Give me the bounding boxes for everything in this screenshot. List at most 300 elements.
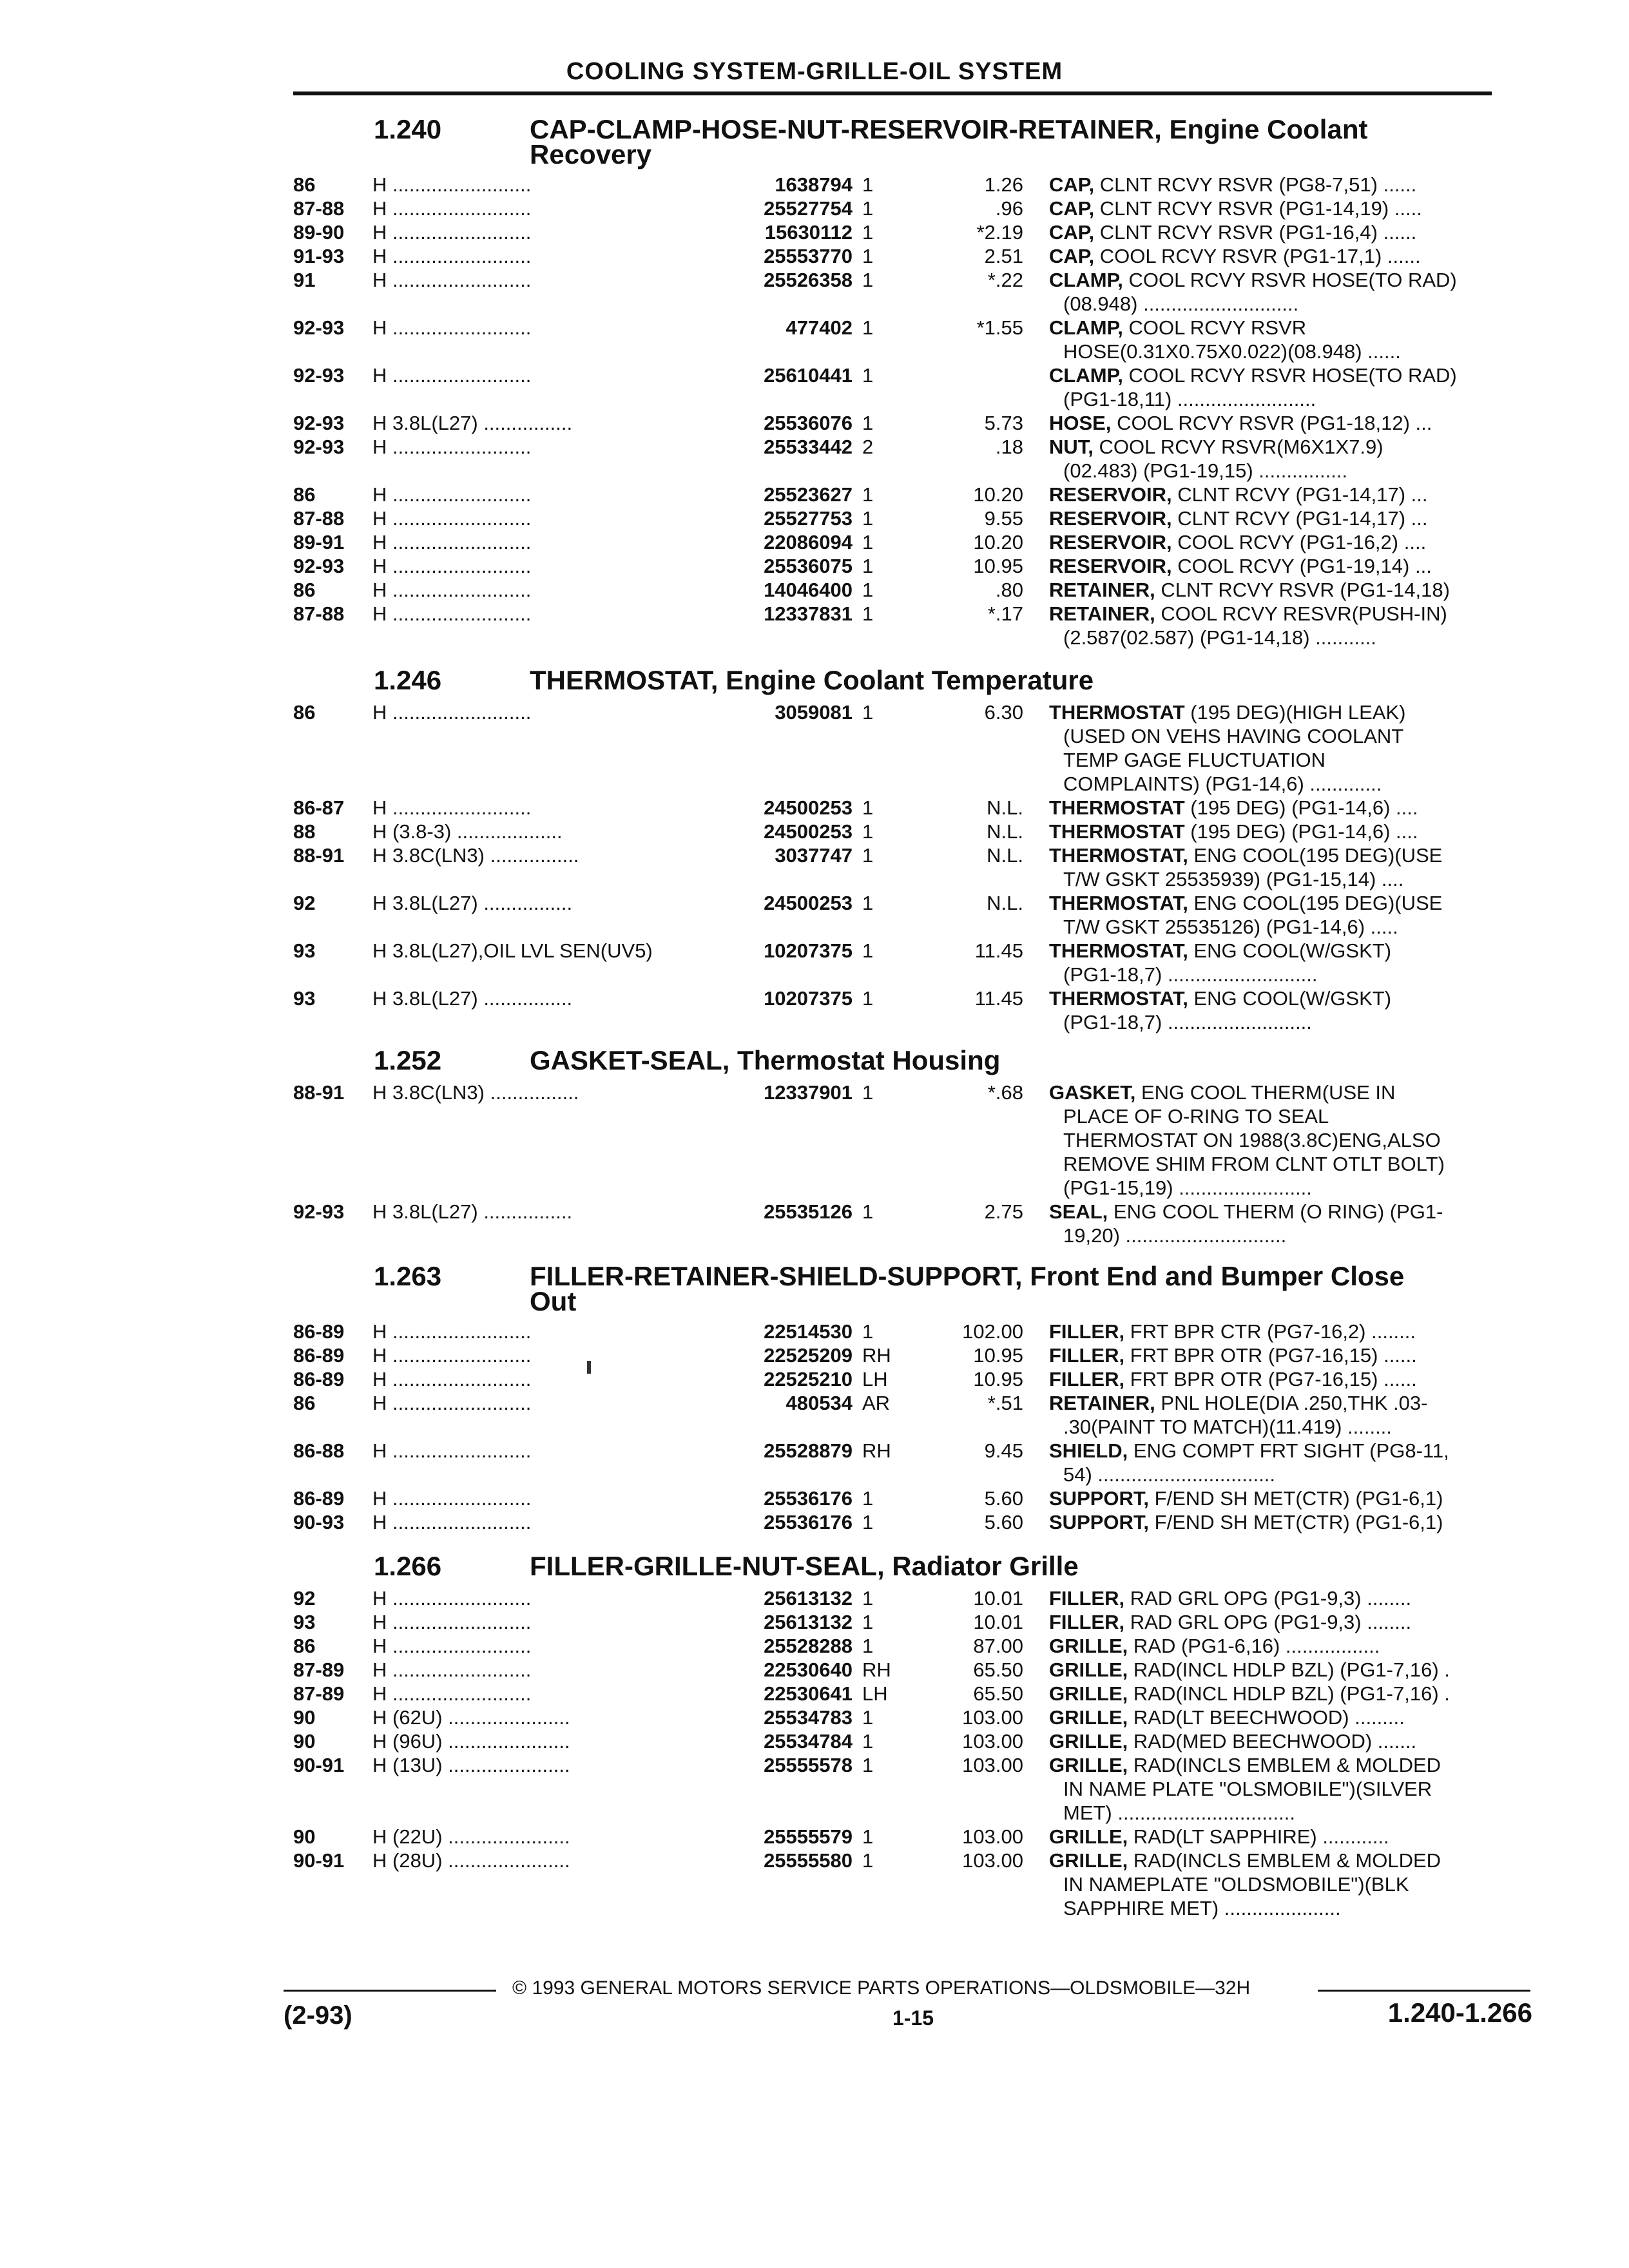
quantity-cell: 1: [862, 245, 874, 267]
quantity-cell: RH: [862, 1344, 891, 1367]
part-number-cell: 25526358: [764, 269, 853, 291]
part-number-cell: 25533442: [764, 436, 853, 458]
application-cell: H .........................: [372, 1368, 532, 1390]
description-text: CLNT RCVY RSVR (PG1-14,19) .....: [1099, 197, 1422, 220]
price-cell: *.51: [987, 1392, 1023, 1414]
price-cell: *.17: [987, 602, 1023, 625]
quantity-cell: 1: [862, 602, 874, 625]
part-number-cell: 22525210: [764, 1368, 853, 1390]
part-name: SUPPORT,: [1049, 1487, 1150, 1510]
application-cell: H 3.8C(LN3) ................: [372, 844, 579, 867]
model-year-cell: 92-93: [293, 1200, 345, 1223]
description-line: [1049, 268, 1513, 292]
description-line: [1049, 244, 1513, 268]
description-line: [1049, 1486, 1513, 1510]
part-number-cell: 25555580: [764, 1849, 853, 1872]
description-line: [1049, 506, 1513, 530]
quantity-cell: 1: [862, 987, 874, 1010]
part-name: THERMOSTAT: [1049, 796, 1185, 819]
part-number-cell: 25553770: [764, 245, 853, 267]
description-text: ENG COOL THERM(USE IN: [1141, 1081, 1396, 1104]
part-name: RETAINER,: [1049, 1392, 1155, 1414]
application-cell: H .........................: [372, 1439, 532, 1462]
table-row: [0, 173, 1629, 197]
application-cell: H .........................: [372, 436, 532, 458]
part-name: CAP,: [1049, 173, 1095, 196]
part-name: GRILLE,: [1049, 1706, 1128, 1729]
model-year-cell: 91: [293, 269, 316, 291]
description-text: COOL RCVY RSVR: [1128, 316, 1307, 339]
table-row: [0, 1706, 1629, 1729]
section-title-line: CAP-CLAMP-HOSE-NUT-RESERVOIR-RETAINER, Engine Coolant: [530, 114, 1368, 144]
price-cell: *.22: [987, 269, 1023, 291]
part-number-cell: 25536176: [764, 1487, 853, 1510]
description-line: [1049, 1510, 1513, 1534]
quantity-cell: 1: [862, 1081, 874, 1104]
table-row: [0, 602, 1629, 649]
quantity-cell: 2: [862, 436, 874, 458]
description-line: [1049, 1081, 1513, 1104]
quantity-cell: 1: [862, 844, 874, 867]
part-number-cell: 22086094: [764, 531, 853, 553]
table-row: [0, 891, 1629, 939]
description-cell: [1049, 578, 1513, 602]
price-cell: 9.55: [984, 507, 1023, 530]
table-row: [0, 220, 1629, 244]
model-year-cell: 90-91: [293, 1754, 345, 1776]
model-year-cell: 90-91: [293, 1849, 345, 1872]
description-line: [1049, 1320, 1513, 1343]
part-name: GRILLE,: [1049, 1682, 1128, 1705]
price-cell: 10.95: [973, 1368, 1023, 1390]
description-text: ENG COOL(195 DEG)(USE: [1193, 844, 1443, 867]
application-cell: H .........................: [372, 1344, 532, 1367]
description-line: [1049, 1706, 1513, 1729]
table-row: [0, 1729, 1629, 1753]
description-line: [1049, 1682, 1513, 1706]
quantity-cell: RH: [862, 1658, 891, 1681]
description-cell: [1049, 1586, 1513, 1610]
description-cell: [1049, 530, 1513, 554]
description-cell: [1049, 1825, 1513, 1849]
description-line: [1049, 1343, 1513, 1367]
price-cell: 10.01: [973, 1611, 1023, 1633]
part-name: RETAINER,: [1049, 602, 1155, 625]
part-name: NUT,: [1049, 436, 1094, 458]
description-cell: [1049, 891, 1513, 939]
page-header-title: COOLING SYSTEM-GRILLE-OIL SYSTEM: [566, 58, 1063, 85]
section-title: [530, 1553, 1509, 1580]
quantity-cell: 1: [862, 1754, 874, 1776]
description-text: RAD(INCL HDLP BZL) (PG1-7,16) .: [1133, 1658, 1450, 1681]
section-title: [530, 667, 1509, 694]
table-row: [0, 820, 1629, 843]
description-cell: [1049, 1367, 1513, 1391]
description-line: THERMOSTAT ON 1988(3.8C)ENG,ALSO: [1063, 1129, 1441, 1151]
model-year-cell: 89-90: [293, 221, 345, 244]
part-name: RESERVOIR,: [1049, 483, 1172, 506]
description-line: [1049, 483, 1513, 506]
application-cell: H .........................: [372, 531, 532, 553]
part-name: CLAMP,: [1049, 316, 1123, 339]
description-text: COOL RCVY RSVR HOSE(TO RAD): [1128, 364, 1457, 387]
header-rule: [293, 91, 1492, 95]
section-number: 1.240: [374, 114, 442, 144]
description-line: [1049, 435, 1513, 459]
price-cell: 103.00: [962, 1730, 1023, 1753]
application-cell: H .........................: [372, 602, 532, 625]
application-cell: H .........................: [372, 173, 532, 196]
footer-date: (2-93): [284, 2001, 352, 2030]
application-cell: H .........................: [372, 507, 532, 530]
part-number-cell: 25534784: [764, 1730, 853, 1753]
part-name: FILLER,: [1049, 1611, 1125, 1633]
price-cell: 65.50: [973, 1658, 1023, 1681]
application-cell: H .........................: [372, 701, 532, 724]
application-cell: H 3.8C(LN3) ................: [372, 1081, 579, 1104]
description-text: F/END SH MET(CTR) (PG1-6,1): [1154, 1511, 1443, 1533]
model-year-cell: 89-91: [293, 531, 345, 553]
application-cell: H .........................: [372, 1682, 532, 1705]
description-line: (2.587(02.587) (PG1-14,18) ...........: [1063, 626, 1376, 649]
description-line: PLACE OF O-RING TO SEAL: [1063, 1105, 1329, 1128]
model-year-cell: 92: [293, 1587, 316, 1610]
table-row: [0, 578, 1629, 602]
description-line: .30(PAINT TO MATCH)(11.419) ........: [1063, 1416, 1392, 1438]
table-row: [0, 1391, 1629, 1439]
description-text: RAD(INCL HDLP BZL) (PG1-7,16) .: [1133, 1682, 1450, 1705]
description-line: T/W GSKT 25535939) (PG1-15,14) ....: [1063, 868, 1404, 890]
description-text: COOL RCVY (PG1-16,2) ....: [1177, 531, 1427, 553]
model-year-cell: 86: [293, 173, 316, 196]
quantity-cell: 1: [862, 316, 874, 339]
description-cell: [1049, 1439, 1513, 1486]
part-name: GRILLE,: [1049, 1825, 1128, 1848]
description-text: RAD(INCLS EMBLEM & MOLDED: [1133, 1849, 1441, 1872]
description-line: [1049, 1729, 1513, 1753]
description-line: [1049, 1200, 1513, 1224]
model-year-cell: 87-88: [293, 602, 345, 625]
model-year-cell: 90: [293, 1706, 316, 1729]
price-cell: 10.95: [973, 555, 1023, 577]
price-cell: 11.45: [974, 939, 1023, 962]
part-name: THERMOSTAT: [1049, 701, 1185, 724]
part-number-cell: 22530641: [764, 1682, 853, 1705]
quantity-cell: 1: [862, 1730, 874, 1753]
application-cell: H .........................: [372, 1587, 532, 1610]
description-cell: [1049, 220, 1513, 244]
model-year-cell: 86: [293, 701, 316, 724]
table-row: [0, 1658, 1629, 1682]
description-line: [1049, 986, 1513, 1010]
part-number-cell: 22514530: [764, 1320, 853, 1343]
price-cell: N.L.: [987, 844, 1023, 867]
description-line: [1049, 363, 1513, 387]
description-cell: [1049, 1682, 1513, 1706]
table-row: [0, 1081, 1629, 1200]
model-year-cell: 86-87: [293, 796, 345, 819]
price-cell: .18: [995, 436, 1023, 458]
description-line: (08.948) ............................: [1063, 293, 1299, 315]
description-line: 19,20) .............................: [1063, 1224, 1287, 1247]
description-line: [1049, 530, 1513, 554]
part-name: RETAINER,: [1049, 579, 1155, 601]
table-row: [0, 843, 1629, 891]
description-cell: [1049, 986, 1513, 1034]
footer-rule-left: [284, 1990, 496, 1992]
quantity-cell: 1: [862, 939, 874, 962]
application-cell: H (28U) ......................: [372, 1849, 570, 1872]
description-text: CLNT RCVY RSVR (PG8-7,51) ......: [1099, 173, 1417, 196]
description-line: [1049, 796, 1513, 820]
quantity-cell: 1: [862, 364, 874, 387]
part-name: FILLER,: [1049, 1320, 1125, 1343]
description-cell: [1049, 244, 1513, 268]
model-year-cell: 92: [293, 892, 316, 914]
description-cell: [1049, 554, 1513, 578]
table-row: [0, 483, 1629, 506]
table-row: [0, 1486, 1629, 1510]
description-text: COOL RCVY RSVR(M6X1X7.9): [1099, 436, 1383, 458]
part-name: SHIELD,: [1049, 1439, 1128, 1462]
description-cell: [1049, 1081, 1513, 1200]
application-cell: H 3.8L(L27) ................: [372, 412, 573, 434]
description-text: ENG COOL(195 DEG)(USE: [1193, 892, 1443, 914]
model-year-cell: 93: [293, 987, 316, 1010]
model-year-cell: 86-89: [293, 1344, 345, 1367]
description-text: RAD(LT SAPPHIRE) ............: [1133, 1825, 1389, 1848]
description-line: [1049, 939, 1513, 963]
application-cell: H (22U) ......................: [372, 1825, 570, 1848]
part-number-cell: 24500253: [764, 796, 853, 819]
quantity-cell: 1: [862, 531, 874, 553]
section-title-line: Recovery: [530, 139, 652, 169]
section-title-line: FILLER-RETAINER-SHIELD-SUPPORT, Front End and Bumper Close: [530, 1261, 1405, 1291]
description-cell: [1049, 820, 1513, 843]
price-cell: 2.51: [984, 245, 1023, 267]
model-year-cell: 87-88: [293, 197, 345, 220]
description-line: [1049, 1586, 1513, 1610]
section-number: 1.266: [374, 1551, 442, 1581]
part-number-cell: 25523627: [764, 483, 853, 506]
price-cell: 103.00: [962, 1706, 1023, 1729]
description-cell: [1049, 1200, 1513, 1247]
section-title-line: Out: [530, 1286, 577, 1316]
section-title-line: THERMOSTAT, Engine Coolant Temperature: [530, 665, 1094, 695]
quantity-cell: RH: [862, 1439, 891, 1462]
part-number-cell: 25528879: [764, 1439, 853, 1462]
quantity-cell: 1: [862, 1587, 874, 1610]
description-line: [1049, 1439, 1513, 1463]
part-name: THERMOSTAT: [1049, 820, 1185, 843]
section-title: [530, 114, 1509, 169]
price-cell: 102.00: [962, 1320, 1023, 1343]
description-line: [1049, 602, 1513, 626]
description-cell: [1049, 435, 1513, 483]
description-cell: [1049, 506, 1513, 530]
model-year-cell: 92-93: [293, 412, 345, 434]
price-cell: N.L.: [987, 892, 1023, 914]
part-number-cell: 25535126: [764, 1200, 853, 1223]
application-cell: H .........................: [372, 1320, 532, 1343]
description-line: IN NAMEPLATE "OLDSMOBILE")(BLK: [1063, 1873, 1409, 1896]
application-cell: H 3.8L(L27) ................: [372, 1200, 573, 1223]
description-text: ENG COOL(W/GSKT): [1193, 987, 1392, 1010]
model-year-cell: 86-89: [293, 1320, 345, 1343]
part-number-cell: 477402: [786, 316, 853, 339]
description-line: MET) ................................: [1063, 1802, 1295, 1824]
description-text: PNL HOLE(DIA .250,THK .03-: [1161, 1392, 1428, 1414]
quantity-cell: LH: [862, 1368, 888, 1390]
table-row: [0, 506, 1629, 530]
price-cell: 65.50: [973, 1682, 1023, 1705]
price-cell: 11.45: [974, 987, 1023, 1010]
quantity-cell: 1: [862, 221, 874, 244]
table-row: [0, 986, 1629, 1034]
price-cell: 10.95: [973, 1344, 1023, 1367]
price-cell: 87.00: [973, 1635, 1023, 1657]
part-name: GASKET,: [1049, 1081, 1136, 1104]
quantity-cell: 1: [862, 892, 874, 914]
model-year-cell: 87-89: [293, 1658, 345, 1681]
table-row: [0, 796, 1629, 820]
price-cell: N.L.: [987, 796, 1023, 819]
description-text: ENG COMPT FRT SIGHT (PG8-11,: [1133, 1439, 1449, 1462]
application-cell: H 3.8L(L27) ................: [372, 892, 573, 914]
model-year-cell: 86: [293, 1392, 316, 1414]
description-line: [1049, 1825, 1513, 1849]
model-year-cell: 93: [293, 1611, 316, 1633]
description-cell: [1049, 1706, 1513, 1729]
part-number-cell: 25534783: [764, 1706, 853, 1729]
description-text: RAD(LT BEECHWOOD) .........: [1133, 1706, 1405, 1729]
application-cell: H 3.8L(L27),OIL LVL SEN(UV5): [372, 939, 653, 962]
part-name: FILLER,: [1049, 1587, 1125, 1610]
description-text: (195 DEG)(HIGH LEAK): [1190, 701, 1406, 724]
description-line: (PG1-15,19) ........................: [1063, 1177, 1312, 1199]
description-cell: [1049, 411, 1513, 435]
description-line: [1049, 843, 1513, 867]
description-cell: [1049, 700, 1513, 796]
price-cell: 10.20: [973, 483, 1023, 506]
price-cell: .80: [995, 579, 1023, 601]
application-cell: H .........................: [372, 1635, 532, 1657]
part-name: RESERVOIR,: [1049, 507, 1172, 530]
part-number-cell: 25613132: [764, 1587, 853, 1610]
price-cell: 10.20: [973, 531, 1023, 553]
part-name: GRILLE,: [1049, 1635, 1128, 1657]
table-row: [0, 1510, 1629, 1534]
quantity-cell: 1: [862, 1635, 874, 1657]
section-number: 1.263: [374, 1261, 442, 1291]
part-name: CLAMP,: [1049, 269, 1123, 291]
part-name: FILLER,: [1049, 1368, 1125, 1390]
quantity-cell: 1: [862, 197, 874, 220]
part-number-cell: 10207375: [764, 987, 853, 1010]
quantity-cell: 1: [862, 507, 874, 530]
application-cell: H .........................: [372, 316, 532, 339]
part-number-cell: 24500253: [764, 892, 853, 914]
description-cell: [1049, 268, 1513, 316]
quantity-cell: 1: [862, 1706, 874, 1729]
part-number-cell: 10207375: [764, 939, 853, 962]
model-year-cell: 86: [293, 1635, 316, 1657]
section-title: [530, 1047, 1509, 1074]
table-row: [0, 1320, 1629, 1343]
part-number-cell: 22525209: [764, 1344, 853, 1367]
application-cell: H .........................: [372, 579, 532, 601]
description-line: T/W GSKT 25535126) (PG1-14,6) .....: [1063, 916, 1398, 938]
description-cell: [1049, 483, 1513, 506]
footer-range: 1.240-1.266: [1387, 1997, 1532, 2028]
description-text: ENG COOL(W/GSKT): [1193, 939, 1392, 962]
description-text: RAD (PG1-6,16) .................: [1133, 1635, 1380, 1657]
price-cell: 5.73: [984, 412, 1023, 434]
quantity-cell: 1: [862, 1849, 874, 1872]
part-name: GRILLE,: [1049, 1849, 1128, 1872]
quantity-cell: 1: [862, 579, 874, 601]
price-cell: .96: [995, 197, 1023, 220]
application-cell: H (3.8-3) ...................: [372, 820, 563, 843]
price-cell: 1.26: [984, 173, 1023, 196]
part-name: FILLER,: [1049, 1344, 1125, 1367]
application-cell: H .........................: [372, 245, 532, 267]
quantity-cell: AR: [862, 1392, 891, 1414]
description-text: FRT BPR OTR (PG7-16,15) ......: [1130, 1344, 1417, 1367]
part-number-cell: 25528288: [764, 1635, 853, 1657]
part-number-cell: 24500253: [764, 820, 853, 843]
model-year-cell: 92-93: [293, 555, 345, 577]
part-name: CAP,: [1049, 245, 1095, 267]
model-year-cell: 92-93: [293, 364, 345, 387]
application-cell: H .........................: [372, 1511, 532, 1533]
description-cell: [1049, 1849, 1513, 1920]
part-number-cell: 12337831: [764, 602, 853, 625]
price-cell: 5.60: [984, 1511, 1023, 1533]
application-cell: H .........................: [372, 364, 532, 387]
model-year-cell: 92-93: [293, 436, 345, 458]
quantity-cell: 1: [862, 269, 874, 291]
part-number-cell: 25536176: [764, 1511, 853, 1533]
description-line: (02.483) (PG1-19,15) ................: [1063, 459, 1348, 482]
part-number-cell: 25555578: [764, 1754, 853, 1776]
footer-rule-right: [1318, 1990, 1530, 1992]
section-title-line: FILLER-GRILLE-NUT-SEAL, Radiator Grille: [530, 1551, 1079, 1581]
application-cell: H 3.8L(L27) ................: [372, 987, 573, 1010]
part-number-cell: 480534: [786, 1392, 853, 1414]
copyright-text: © 1993 GENERAL MOTORS SERVICE PARTS OPERATIONS—OLDSMOBILE—32H: [512, 1977, 1251, 1999]
description-cell: [1049, 796, 1513, 820]
description-cell: [1049, 1343, 1513, 1367]
part-name: HOSE,: [1049, 412, 1112, 434]
model-year-cell: 87-89: [293, 1682, 345, 1705]
price-cell: *1.55: [976, 316, 1023, 339]
description-line: COMPLAINTS) (PG1-14,6) .............: [1063, 773, 1382, 795]
table-row: [0, 411, 1629, 435]
description-cell: [1049, 1658, 1513, 1682]
description-line: [1049, 197, 1513, 220]
price-cell: 2.75: [984, 1200, 1023, 1223]
description-line: SAPPHIRE MET) .....................: [1063, 1897, 1341, 1919]
description-cell: [1049, 197, 1513, 220]
description-line: 54) ................................: [1063, 1463, 1276, 1486]
quantity-cell: 1: [862, 555, 874, 577]
table-row: [0, 939, 1629, 986]
section-number: 1.246: [374, 665, 442, 695]
description-text: F/END SH MET(CTR) (PG1-6,1): [1154, 1487, 1443, 1510]
description-line: [1049, 173, 1513, 197]
quantity-cell: 1: [862, 796, 874, 819]
